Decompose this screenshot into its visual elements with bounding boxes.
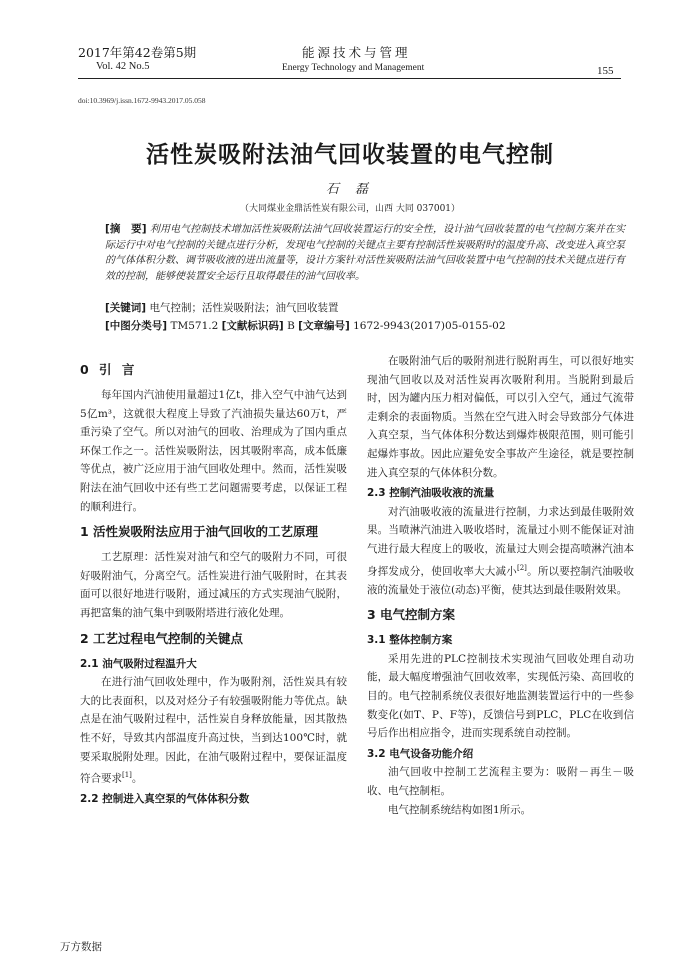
journal-name-en: Energy Technology and Management: [282, 63, 425, 73]
section-2-3-paragraph: [367, 503, 634, 599]
section-0-paragraph: 每年国内汽油使用量超过1亿t，排入空气中油气达到5亿m³，这就很大程度上导致了汽油损失量达60万t，严重污染了空气。所以对油气的回收、治理成为了国内重点环保工作之一。活性炭吸附法，因其吸附率高，成本低廉等优点，被广泛应用于油气回收处理中。然而，活性炭吸附法在油气回收中还有些工艺问题需要考虑，以保证工程的顺利进行。: [80, 389, 347, 513]
section-2-3-text: 对汽油吸收液的流量进行控制，力求达到最佳吸附效果。当喷淋汽油进入吸收塔时，流量过小则不能保证对油气进行最大程度上的吸收，流量过大则会提高喷淋汽油本身挥发成分，使回收率大大减小: [367, 505, 634, 578]
citation-1: [1]: [122, 771, 132, 780]
right-column: [367, 352, 634, 819]
section-0-heading: 0 引 言: [80, 362, 138, 377]
section-2-1-paragraph: [80, 673, 347, 788]
paper-title: 活性炭吸附法油气回收装置的电气控制: [146, 142, 554, 168]
article-number-value: 1672-9943(2017)05-0155-02: [353, 320, 506, 332]
abstract-label: [摘 要]: [105, 223, 147, 235]
section-2-heading: 2 工艺过程电气控制的关键点: [80, 630, 244, 646]
section-2-1-heading: 2.1 油气吸附过程温升大: [80, 657, 197, 670]
abstract-text: 利用电气控制技术增加活性炭吸附法油气回收装置运行的安全性，设计油气回收装置的电气控制方案并在实际运行中对电气控制的关键点进行分析，发现电气控制的关键点主要有控制活性炭吸附时的温度升高、改变进入真空泵的气体体积分数、调节吸收液的进出流量等，设计方案针对活性炭吸附法油气回收装置中电气控制的技术关键点进行有效的控制，能够使装置安全运行且取得最佳的油气回收率。: [105, 224, 625, 282]
doc-code-value: B: [287, 320, 295, 332]
left-column: [80, 352, 347, 809]
header-rule: [78, 78, 621, 79]
abstract: [105, 222, 625, 284]
keywords: [105, 300, 338, 315]
doi: doi:10.3969/j.issn.1672-9943.2017.05.058: [78, 96, 206, 105]
journal-issue-en: Vol. 42 No.5: [96, 61, 150, 72]
keywords-text: 电气控制；活性炭吸附法；油气回收装置: [149, 302, 339, 314]
article-number-label: [文章编号]: [298, 320, 350, 332]
section-2-3-text-end: 。所以要控制汽油吸收液的流量处于液位(动态)平衡，使其达到最佳吸附效果。: [367, 565, 635, 596]
section-1-paragraph: 工艺原理：活性炭对油气和空气的吸附力不同，可很好吸附油气，分离空气。活性炭进行油气吸附时，在其表面可以很好地进行吸附，通过减压的方式实现油气脱附，再把富集的油气集中到吸附塔进行液化处理。: [80, 551, 347, 619]
section-3-2-paragraph: 油气回收中控制工艺流程主要为：吸附－再生－吸收、电气控制柜。: [367, 766, 634, 797]
section-2-1-text: 在进行油气回收处理中，作为吸附剂，活性炭具有较大的比表面积，以及对烃分子有较强吸附能力等优点。缺点是在油气吸附过程中，活性炭自身释放能量，因其散热性不好，导致其内部温度升高过快，当到达100℃时，就要采取脱附处理。因此，在油气吸附过程中，要保证温度符合要求: [80, 676, 347, 785]
section-2-1-end: 。: [131, 772, 143, 785]
section-2-2-paragraph: 在吸附油气后的吸附剂进行脱附再生，可以很好地实现油气回收以及对活性炭再次吸附利用。当脱附到最后时，因为罐内压力相对偏低，可以引入空气，通过气流带走剩余的表面物质。当然在空气进入时会导致部分气体进入真空泵，当气体体积分数达到爆炸极限范围，则可能引起爆炸事故。因此应避免安全事故产生途径，就是要控制进入真空泵的气体体积分数。: [367, 355, 634, 479]
section-3-1-heading: 3.1 整体控制方案: [367, 634, 453, 647]
section-3-2-paragraph-2: 电气控制系统结构如图1所示。: [388, 803, 532, 816]
journal-issue-cn: 2017年第42卷第5期: [78, 45, 197, 60]
section-3-2-heading: 3.2 电气设备功能介绍: [367, 747, 474, 760]
cls-label: [中图分类号]: [105, 320, 168, 332]
page-number: 155: [597, 65, 614, 77]
section-2-3-heading: 2.3 控制汽油吸收液的流量: [367, 487, 495, 500]
journal-name-cn: 能源技术与管理: [302, 45, 411, 60]
affiliation: （大同煤业金鼎活性炭有限公司，山西 大同 037001）: [239, 204, 461, 214]
section-2-2-heading: 2.2 控制进入真空泵的气体体积分数: [80, 793, 250, 806]
keywords-label: [关键词]: [105, 302, 147, 314]
section-3-1-paragraph: 采用先进的PLC控制技术实现油气回收处理自动功能，最大幅度增强油气回收效率，实现低污染、高回收的目的。电气控制系统仪表很好地监测装置运行中的一些参数变化(如T、P、F等)，反馈信号到PLC，PLC在收到信号后作出相应指令，进而实现系统自动控制。: [367, 652, 634, 740]
cls-value: TM571.2: [170, 320, 219, 332]
section-1-heading: 1 活性炭吸附法应用于油气回收的工艺原理: [80, 524, 319, 540]
doc-code-label: [文献标识码]: [221, 320, 284, 332]
section-3-heading: 3 电气控制方案: [367, 607, 456, 623]
author: 石 磊: [325, 182, 375, 197]
citation-2: [2]: [516, 563, 527, 572]
classification-line: [105, 318, 506, 333]
footer-watermark: 万方数据: [60, 941, 102, 953]
